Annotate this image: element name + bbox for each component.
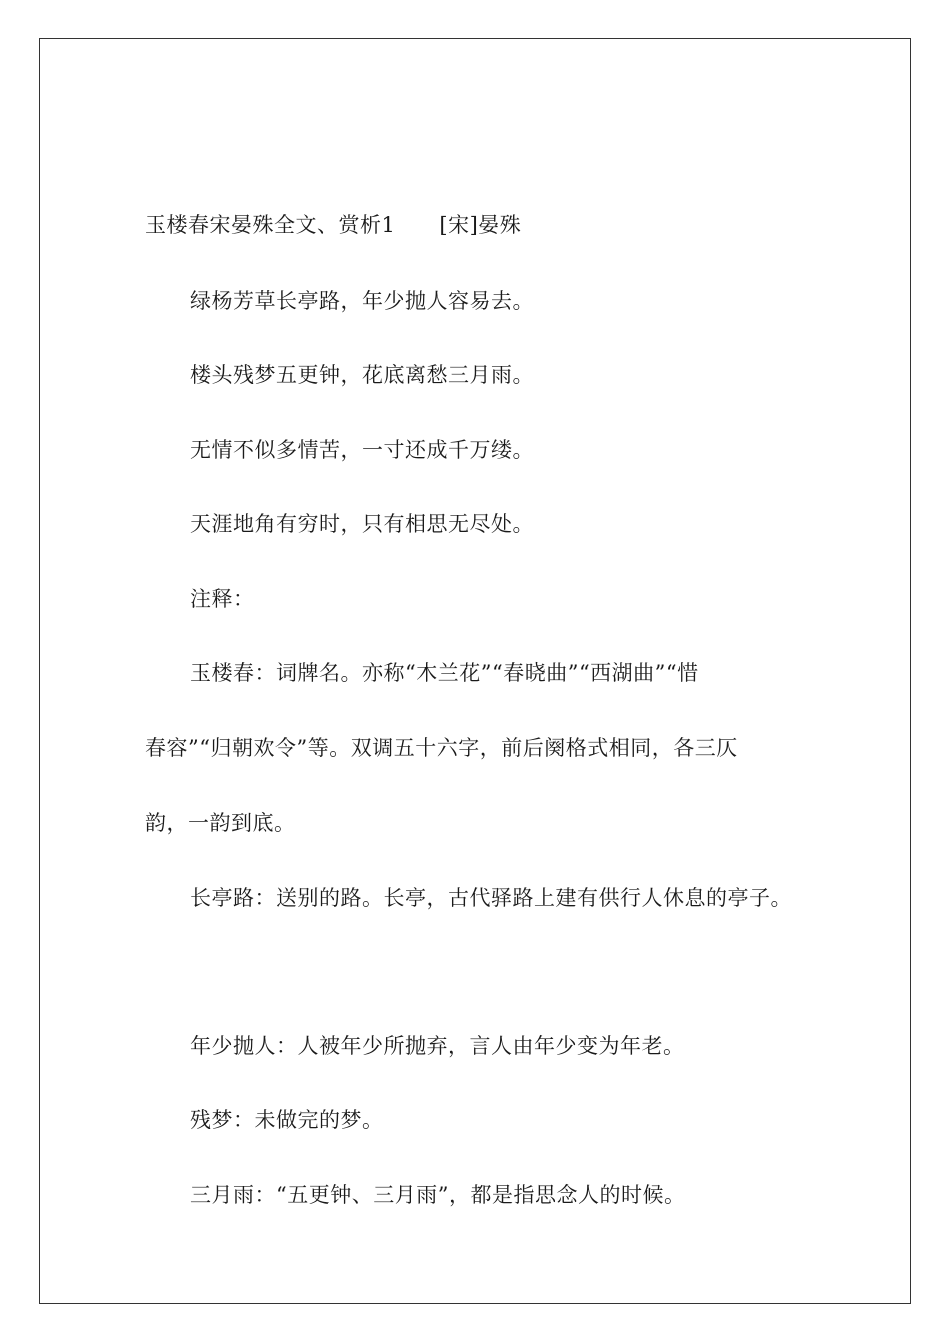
note-line: 韵，一韵到底。: [145, 811, 296, 835]
poem-line: 无情不似多情苦，一寸还成千万缕。: [190, 438, 534, 462]
poem-line: 天涯地角有穷时，只有相思无尽处。: [190, 512, 534, 536]
note-line: 残梦：未做完的梦。: [190, 1108, 384, 1132]
poem-line: 绿杨芳草长亭路，年少抛人容易去。: [190, 289, 534, 313]
notes-heading: 注释：: [190, 587, 255, 611]
note-line: 长亭路：送别的路。长亭，古代驿路上建有供行人休息的亭子。: [190, 886, 792, 910]
note-line: 玉楼春：词牌名。亦称“木兰花”“春晓曲”“西湖曲”“惜: [190, 661, 699, 685]
note-line: 年少抛人：人被年少所抛弃，言人由年少变为年老。: [190, 1034, 685, 1058]
note-line: 春容”“归朝欢令”等。双调五十六字，前后阕格式相同，各三仄: [145, 736, 738, 760]
title-line: [145, 215, 521, 236]
poem-line: 楼头残梦五更钟，花底离愁三月雨。: [190, 363, 534, 387]
note-line: 三月雨：“五更钟、三月雨”，都是指思念人的时候。: [190, 1183, 686, 1207]
document-author: [宋]晏殊: [439, 213, 522, 237]
document-title: 玉楼春宋晏殊全文、赏析1: [145, 213, 396, 237]
